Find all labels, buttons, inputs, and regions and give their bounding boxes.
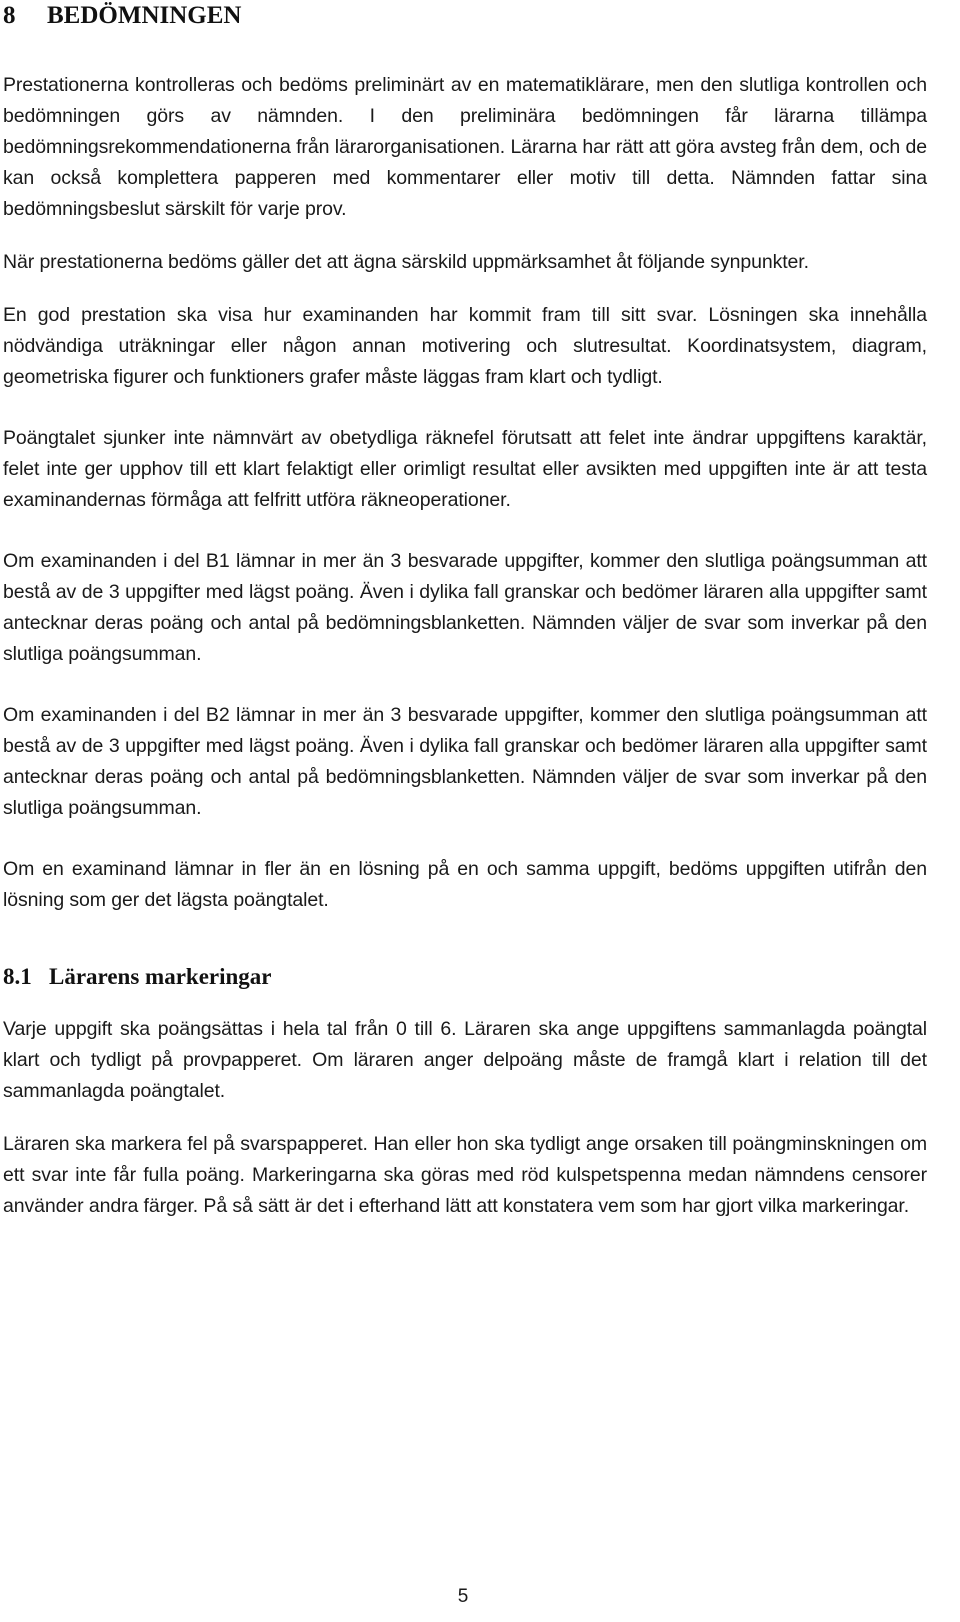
page-number: 5 bbox=[457, 1586, 469, 1607]
paragraph-point-scoring: Varje uppgift ska poängsättas i hela tal från 0 till 6. Läraren ska ange uppgiftens sammanlagda poängtal klart och tydligt på provpapperet. Om läraren anger delpoäng måste de framgå klart i relation till det sammanlagda poängtalet. bbox=[3, 1018, 927, 1102]
paragraph-multiple-solutions: Om en examinand lämnar in fler än en lösning på en och samma uppgift, bedöms uppgiften utifrån den lösning som ger det lägsta poängtalet. bbox=[3, 858, 927, 911]
paragraph-error-marking: Läraren ska markera fel på svarspapperet. Han eller hon ska tydligt ange orsaken till poängminskningen om ett svar inte får fulla poäng. Markeringarna ska göras med röd kulspetspenna medan nämndens censorer använder andra färger. På så sätt är det i efterhand lätt att konstatera vem som har gjort vilka markeringar. bbox=[3, 1133, 927, 1217]
paragraph-part-b1: Om examinanden i del B1 lämnar in mer än 3 besvarade uppgifter, kommer den slutliga poängsumman att bestå av de 3 uppgifter med lägst poäng. Även i dylika fall granskar och bedömer läraren alla uppgifter samt antecknar deras poäng och antal på bedömningsblanketten. Nämnden väljer de svar som inverkar på den slutliga poängsumman. bbox=[3, 550, 927, 665]
section-number: 8.1 bbox=[3, 964, 32, 989]
section-heading bbox=[3, 958, 927, 996]
paragraph-viewpoints-intro: När prestationerna bedöms gäller det att ägna särskild uppmärksamhet åt följande synpunkter. bbox=[3, 251, 809, 273]
paragraph-preliminary-assessment: Prestationerna kontrolleras och bedöms preliminärt av en matematiklärare, men den slutliga kontrollen och bedömningen görs av nämnden. I den preliminära bedömningen får lärarna tillämpa bedömningsrekommendationerna från lärarorganisationen. Lärarna har rätt att göra avsteg från dem, och de kan också komplettera papperen med kommentarer eller motiv till detta. Nämnden fattar sina bedömningsbeslut särskilt för varje prov. bbox=[3, 74, 927, 220]
page-content bbox=[3, 0, 927, 1222]
chapter-heading bbox=[3, 0, 927, 34]
chapter-title: BEDÖMNINGEN bbox=[47, 2, 242, 29]
paragraph-calculation-errors: Poängtalet sjunker inte nämnvärt av obetydliga räknefel förutsatt att felet inte ändrar uppgiftens karaktär, felet inte ger upphov till ett klart felaktigt eller orimligt resultat eller avsikten med uppgiften inte är att testa examinandernas förmåga att felfritt utföra räkneoperationer. bbox=[3, 427, 927, 511]
section-title: Lärarens markeringar bbox=[49, 964, 272, 989]
paragraph-part-b2: Om examinanden i del B2 lämnar in mer än 3 besvarade uppgifter, kommer den slutliga poängsumman att bestå av de 3 uppgifter med lägst poäng. Även i dylika fall granskar och bedömer läraren alla uppgifter samt antecknar deras poäng och antal på bedömningsblanketten. Nämnden väljer de svar som inverkar på den slutliga poängsumman. bbox=[3, 704, 927, 819]
chapter-number: 8 bbox=[3, 2, 16, 29]
paragraph-good-performance: En god prestation ska visa hur examinanden har kommit fram till sitt svar. Lösningen ska innehålla nödvändiga uträkningar eller någon annan motivering och slutresultat. Koordinatsystem, diagram, geometriska figurer och funktioners grafer måste läggas fram klart och tydligt. bbox=[3, 304, 927, 388]
